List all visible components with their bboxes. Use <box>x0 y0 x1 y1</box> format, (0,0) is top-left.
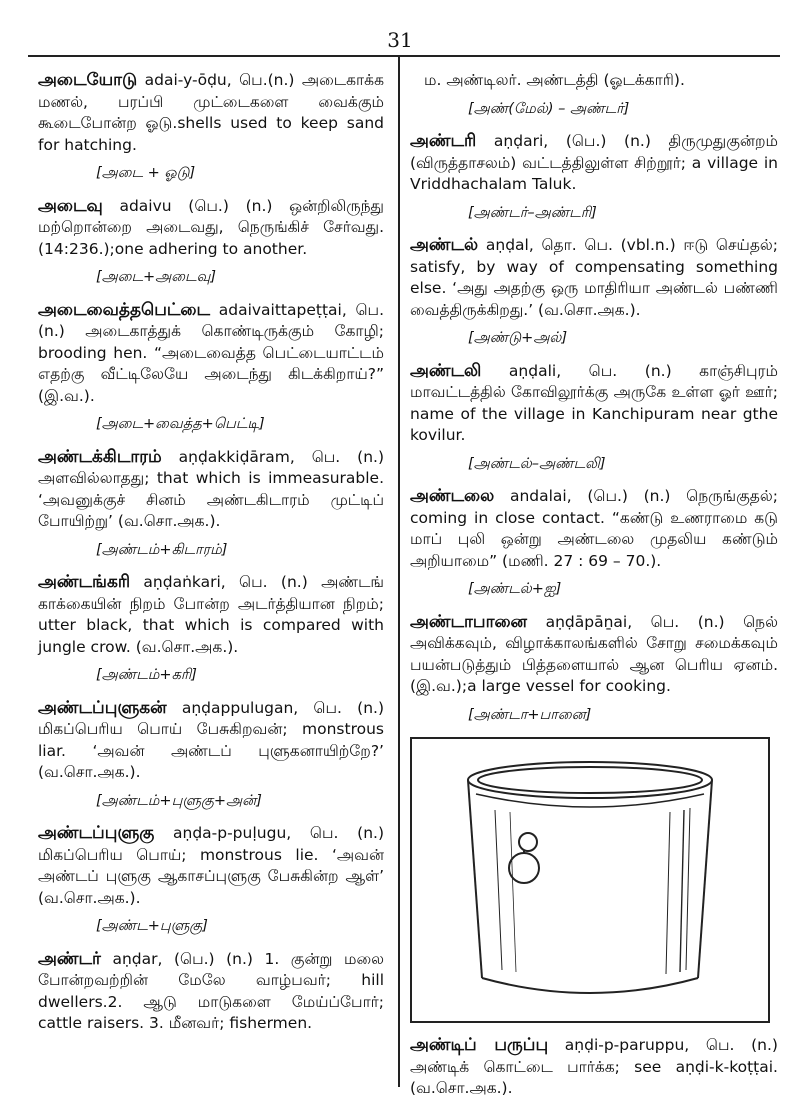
etymology: [அண்டு+அல்] <box>468 330 568 346</box>
dictionary-entry-andipparuppu <box>410 1035 778 1100</box>
headword: அண்டாபானை <box>410 611 528 632</box>
headword: அண்டர் <box>38 948 101 969</box>
entry-text: aṇḍi-p-paruppu, பெ. (n.) அண்டிக் கொட்டை பார்க்க; see aṇḍi-k-koṭṭai. (வ.சொ.அக.). <box>410 1036 778 1097</box>
headword: அண்டப்புளுகு <box>38 823 155 843</box>
entry-text: adai-y-ōḍu, பெ.(n.) அடைகாக்க மணல், பரப்பி முட்டைகளை வைக்கும் கூடைபோன்ற ஓடு.shells used to keep sand for hatching. <box>38 71 384 154</box>
etymology: [அண்டல்+ஐ] <box>468 581 562 597</box>
dictionary-entry-andappulugan <box>38 698 384 813</box>
page-number: 31 <box>387 28 413 52</box>
headword: அண்டக்கிடாரம் <box>38 446 162 467</box>
entry-text: adaivu (பெ.) (n.) ஒன்றிலிருந்து மற்றொன்றை அடைவது, நெருங்கிச் சேர்வது. (14:236.);one adhering to another. <box>38 196 384 258</box>
headword: அண்டப்புளுகன் <box>38 697 167 718</box>
headword: அடையோடு <box>38 70 138 90</box>
entry-text: aṇḍaṅkari, பெ. (n.) அண்டங் காக்கையின் நிறம் போன்ற அடர்த்தியான நிறம்; utter black, that which is compared with jungle crow. (வ.சொ.அக.). <box>38 573 384 656</box>
entry-text: aṇḍali, பெ. (n.) காஞ்சிபுரம் மாவட்டத்தில் கோவிலூர்க்கு அருகே உள்ள ஓர் ஊர்; name of the village in Kanchipuram near gthe kovilur. <box>410 361 778 444</box>
dictionary-entry-andalai <box>410 486 778 601</box>
headword: அண்டலை <box>410 486 495 506</box>
headword: அடைவு <box>38 195 103 216</box>
entry-text: aṇḍari, (பெ.) (n.) திருமுதுகுன்றம் (விருத்தாசலம்) வட்டத்திலுள்ள சிற்றூர்; a village in Vriddhachalam Taluk. <box>410 132 778 193</box>
headword: அடைவைத்தபெட்டை <box>38 299 211 320</box>
dictionary-entry-andar <box>38 949 384 1035</box>
dictionary-entry-adaivaittapettai <box>38 300 384 436</box>
entry-text: aṇḍar, (பெ.) (n.) 1. குன்று மலை போன்றவற்றின் மேலே வாழ்பவர்; hill dwellers.2. ஆடு மாடுகளை மேய்ப்போர்; cattle raisers. 3. மீனவர்; fishermen. <box>38 949 384 1032</box>
etymology: [அண்டம்+புளுகு+அன்] <box>96 792 262 809</box>
headword: அண்டிப் பருப்பு <box>410 1035 549 1055</box>
etymology: [அடை + ஓடு] <box>96 165 196 181</box>
entry-text: aṇḍāpāṉai, பெ. (n.) நெல் அவிக்கவும், விழாக்காலங்களில் சோறு சமைக்கவும் பயன்படுத்தும் பித்தளையால் ஆன பெரிய ஏனம். (இ.வ.);a large vessel for cooking. <box>410 612 778 695</box>
vessel-illustration <box>410 737 770 1023</box>
continued-entry-text: ம. அண்டிலர். அண்டத்தி (ஓடக்காரி). <box>424 71 685 89</box>
dictionary-entry-andakkidaram <box>38 447 384 562</box>
headword: அண்டலி <box>410 360 482 381</box>
dictionary-entry-andal <box>410 235 778 350</box>
headword: அண்டங்கரி <box>38 572 131 592</box>
etymology: [அடை+அடைவு] <box>96 269 217 285</box>
dictionary-entry-andali <box>410 361 778 476</box>
dictionary-entry-adaivu <box>38 196 384 289</box>
header-rule <box>28 55 780 57</box>
right-column <box>410 70 778 1106</box>
etymology: [அண்டல்–அண்டலி] <box>468 455 606 472</box>
entry-text: aṇḍal, தொ. பெ. (vbl.n.) ஈடு செய்தல்; satisfy, by way of compensating something else. ‘அது அதற்கு ஒரு மாதிரியா அண்டல் பண்ணி வைத்திருக்கிறது.’ (வ.சொ.அக.). <box>410 236 778 319</box>
entry-text: adaivaittapeṭṭai, பெ. (n.) அடைகாத்துக் கொண்டிருக்கும் கோழி; brooding hen. “அடைவைத்த பெட்டையாட்டம் எதற்கு வீட்டிலேயே அடைந்து கிடக்கிறாய்?” (இ.வ.). <box>38 300 384 405</box>
etymology: [அண்ட+புளுகு] <box>96 918 208 934</box>
vessel-drawing <box>440 750 740 1010</box>
etymology: [அடை+வைத்த+பெட்டி] <box>96 416 265 432</box>
dictionary-entry-adaiyodu <box>38 70 384 185</box>
entry-text: aṇḍa-p-puḷugu, பெ. (n.) மிகப்பெரிய பொய்; monstrous lie. ‘அவன் அண்டப் புளுகு ஆகாசப்புளுகு பேசுகின்ற ஆள்’ (வ.சொ.அக.). <box>38 824 384 907</box>
dictionary-entry-andari <box>410 131 778 224</box>
headword: அண்டல் <box>410 235 479 255</box>
etymology: [அண்டம்+கரி] <box>96 667 197 683</box>
etymology: [அண்டர்–அண்டரி] <box>468 204 597 221</box>
dictionary-entry-andappulugu <box>38 823 384 938</box>
etymology: [அண்டம்+கிடாரம்] <box>96 541 228 558</box>
entry-text: aṇḍakkiḍāram, பெ. (n.) அளவில்லாதது; that which is immeasurable. ‘அவனுக்குச் சினம் அண்டகிடாரம் முட்டிப் போயிற்று’ (வ.சொ.அக.). <box>38 447 384 530</box>
column-divider <box>398 57 400 1087</box>
entry-text: aṇḍappulugan, பெ. (n.) மிகப்பெரிய பொய் பேசுகிறவன்; monstrous liar. ‘அவன் அண்டப் புளுகனாயிற்றே?’ (வ.சொ.அக.). <box>38 698 384 781</box>
etymology: [அண்டா+பானை] <box>468 706 592 723</box>
headword: அண்டரி <box>410 131 477 151</box>
left-column <box>38 70 384 1041</box>
dictionary-entry-andapanai <box>410 612 778 727</box>
entry-text: andalai, (பெ.) (n.) நெருங்குதல்; coming in close contact. “கண்டு உணராமை கடு மாப் புலி ஒன்று அண்டலை முதலிய கண்டும் அறியாமை” (மணி. 27 : 69 – 70.). <box>410 487 778 570</box>
dictionary-entry-andankari <box>38 572 384 687</box>
etymology: [அண்(மேல்) – அண்டர்] <box>468 100 630 117</box>
